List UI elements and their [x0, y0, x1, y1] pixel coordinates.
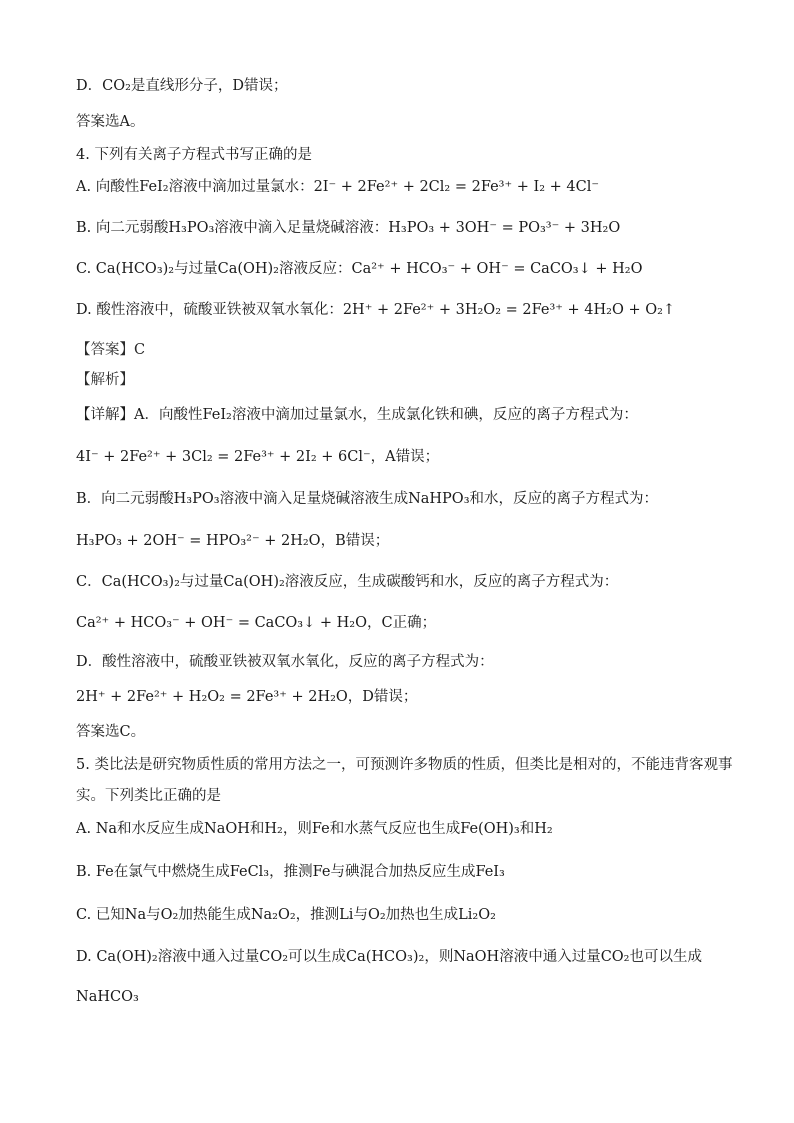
q4-option-b: B. 向二元弱酸H₃PO₃溶液中滴入足量烧碱溶液：H₃PO₃ + 3OH⁻ = PO₃³⁻ + 3H₂O	[76, 220, 621, 236]
q5-option-c: C. 已知Na与O₂加热能生成Na₂O₂，推测Li与O₂加热也生成Li₂O₂	[76, 907, 496, 923]
q4-detail-b-eq: H₃PO₃ + 2OH⁻ = HPO₃²⁻ + 2H₂O，B错误；	[76, 533, 390, 549]
question-5-stem-1: 5. 类比法是研究物质性质的常用方法之一，可预测许多物质的性质，但类比是相对的，不能违背客观事	[76, 757, 733, 773]
option-d-prev: D．CO₂是直线形分子，D错误；	[76, 78, 288, 94]
q4-detail-b: B．向二元弱酸H₃PO₃溶液中滴入足量烧碱溶液生成NaHPO₃和水，反应的离子方程式为：	[76, 491, 659, 507]
q4-detail-a: 【详解】A．向酸性FeI₂溶液中滴加过量氯水，生成氯化铁和碘，反应的离子方程式为：	[76, 407, 638, 423]
q4-detail-c: C．Ca(HCO₃)₂与过量Ca(OH)₂溶液反应，生成碳酸钙和水，反应的离子方程式为：	[76, 574, 619, 590]
q5-option-a: A. Na和水反应生成NaOH和H₂，则Fe和水蒸气反应也生成Fe(OH)₃和H₂	[76, 821, 553, 837]
q5-option-b: B. Fe在氯气中燃烧生成FeCl₃，推测Fe与碘混合加热反应生成FeI₃	[76, 864, 505, 880]
q5-option-d-cont: NaHCO₃	[76, 989, 139, 1005]
q4-answer: 答案选C。	[76, 724, 146, 740]
q4-detail-d-eq: 2H⁺ + 2Fe²⁺ + H₂O₂ = 2Fe³⁺ + 2H₂O，D错误；	[76, 689, 418, 705]
q4-detail-a-eq: 4I⁻ + 2Fe²⁺ + 3Cl₂ = 2Fe³⁺ + 2I₂ + 6Cl⁻，A错误；	[76, 449, 440, 465]
q4-option-c: C. Ca(HCO₃)₂与过量Ca(OH)₂溶液反应：Ca²⁺ + HCO₃⁻ + OH⁻ = CaCO₃↓ + H₂O	[76, 261, 643, 277]
q4-option-a: A. 向酸性FeI₂溶液中滴加过量氯水：2I⁻ + 2Fe²⁺ + 2Cl₂ = 2Fe³⁺ + I₂ + 4Cl⁻	[76, 179, 600, 195]
q4-analysis-tag: 【解析】	[76, 372, 134, 388]
q4-option-d: D. 酸性溶液中，硫酸亚铁被双氧水氧化：2H⁺ + 2Fe²⁺ + 3H₂O₂ = 2Fe³⁺ + 4H₂O + O₂↑	[76, 302, 676, 318]
question-4-stem: 4. 下列有关离子方程式书写正确的是	[76, 147, 312, 163]
q5-option-d: D. Ca(OH)₂溶液中通入过量CO₂可以生成Ca(HCO₃)₂，则NaOH溶液中通入过量CO₂也可以生成	[76, 949, 702, 965]
answer-prev: 答案选A。	[76, 114, 145, 130]
q4-detail-c-eq: Ca²⁺ + HCO₃⁻ + OH⁻ = CaCO₃↓ + H₂O，C正确；	[76, 615, 437, 631]
question-5-stem-2: 实。下列类比正确的是	[76, 788, 221, 804]
q4-answer-tag: 【答案】C	[76, 342, 146, 358]
q4-detail-d: D．酸性溶液中，硫酸亚铁被双氧水氧化，反应的离子方程式为：	[76, 654, 494, 670]
